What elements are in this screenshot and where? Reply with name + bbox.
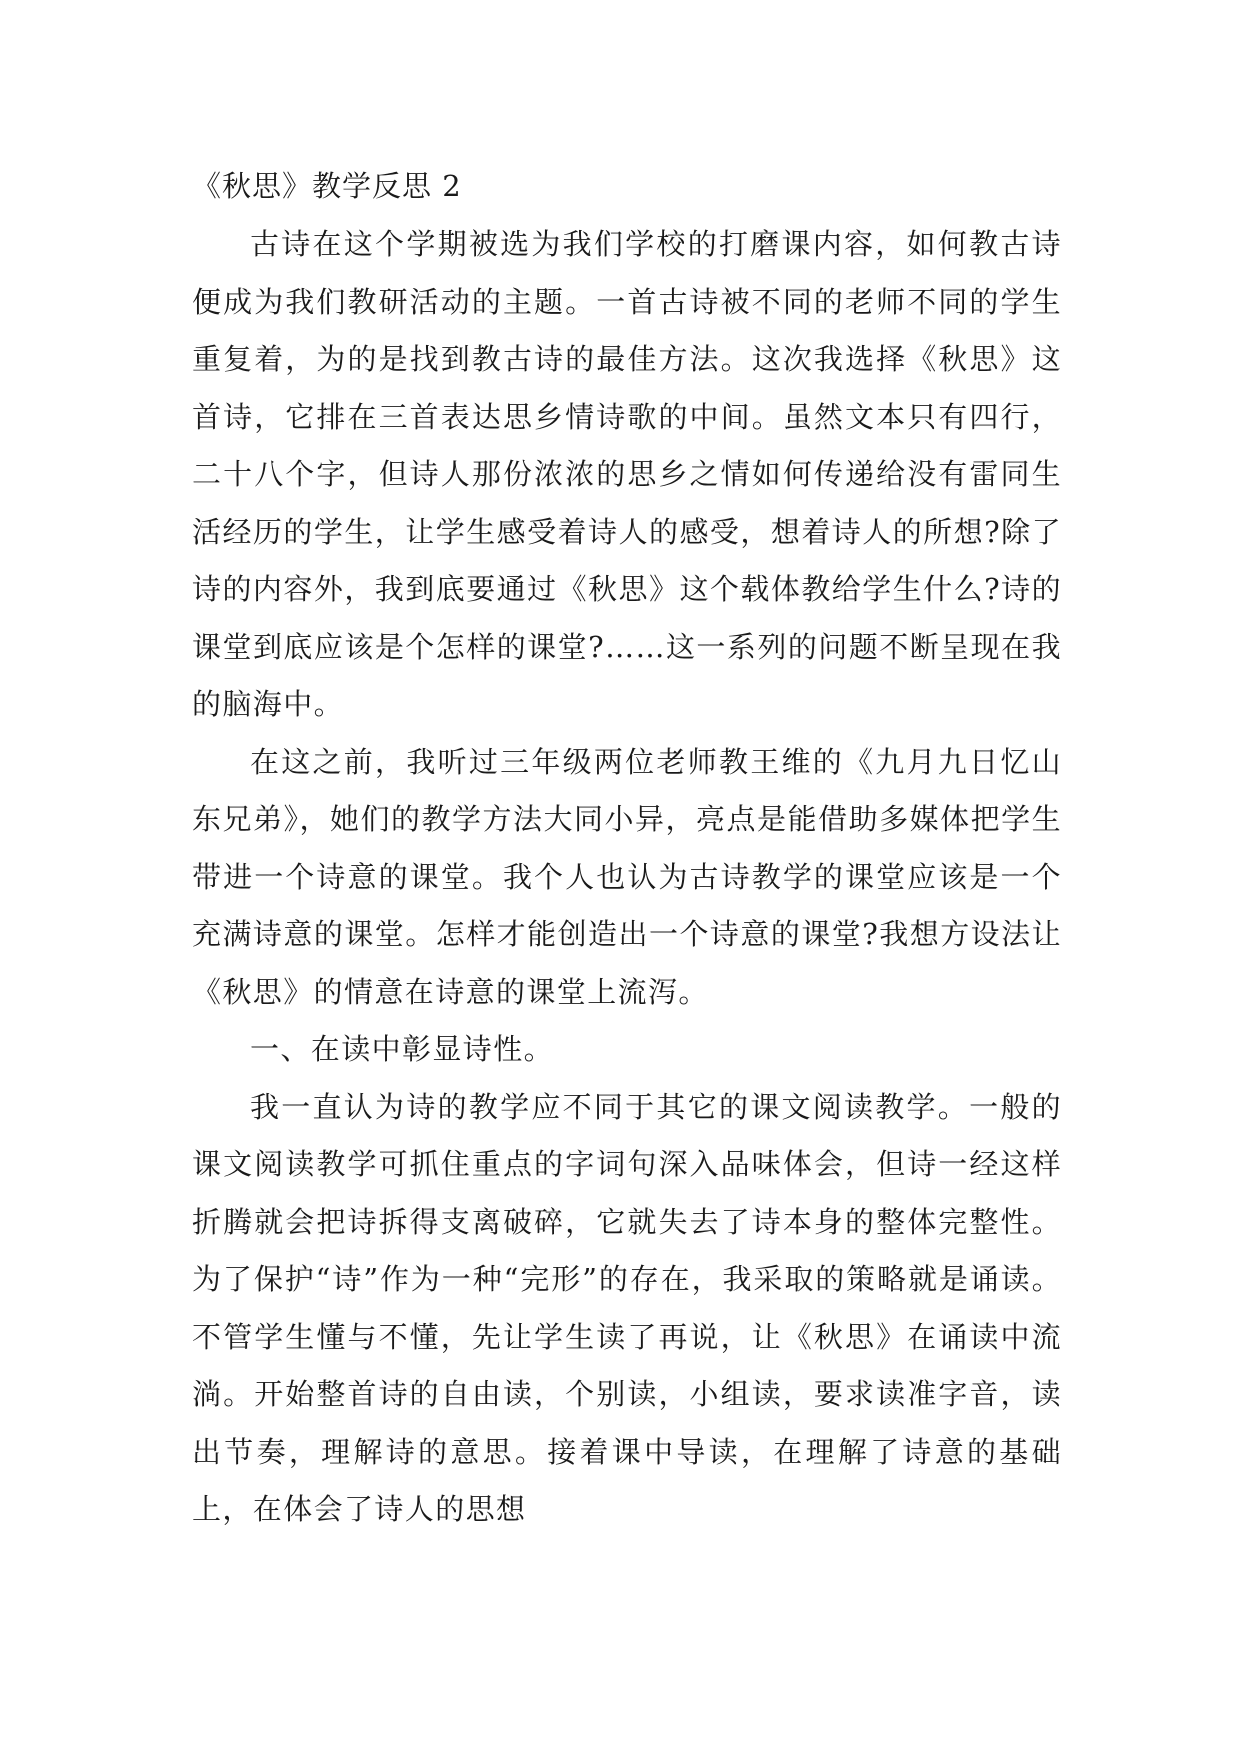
paragraph-reading: 我一直认为诗的教学应不同于其它的课文阅读教学。一般的课文阅读教学可抓住重点的字词句深入品味体会，但诗一经这样折腾就会把诗拆得支离破碎，它就失去了诗本身的整体完整性。为了保护“诗”作为一种“完形”的存在，我采取的策略就是诵读。不管学生懂与不懂，先让学生读了再说，让《秋思》在诵读中流淌。开始整首诗的自由读，个别读，小组读，要求读准字音，读出节奏，理解诗的意思。接着课中导读，在理解了诗意的基础上，在体会了诗人的思想 <box>192 1089 1062 1526</box>
paragraph-background: 在这之前，我听过三年级两位老师教王维的《九月九日忆山东兄弟》，她们的教学方法大同小异，亮点是能借助多媒体把学生带进一个诗意的课堂。我个人也认为古诗教学的课堂应该是一个充满诗意的课堂。怎样才能创造出一个诗意的课堂?我想方设法让《秋思》的情意在诗意的课堂上流泻。 <box>192 744 1062 1009</box>
paragraph-intro: 古诗在这个学期被选为我们学校的打磨课内容，如何教古诗便成为我们教研活动的主题。一首古诗被不同的老师不同的学生重复着，为的是找到教古诗的最佳方法。这次我选择《秋思》这首诗，它排在三首表达思乡情诗歌的中间。虽然文本只有四行，二十八个字，但诗人那份浓浓的思乡之情如何传递给没有雷同生活经历的学生，让学生感受着诗人的感受，想着诗人的所想?除了诗的内容外，我到底要通过《秋思》这个载体教给学生什么?诗的课堂到底应该是个怎样的课堂?……这一系列的问题不断呈现在我的脑海中。 <box>192 227 1062 721</box>
document-body <box>192 216 1062 1539</box>
document-title: 《秋思》教学反思 2 <box>192 169 462 203</box>
section-heading-1: 一、在读中彰显诗性。 <box>250 1032 555 1066</box>
